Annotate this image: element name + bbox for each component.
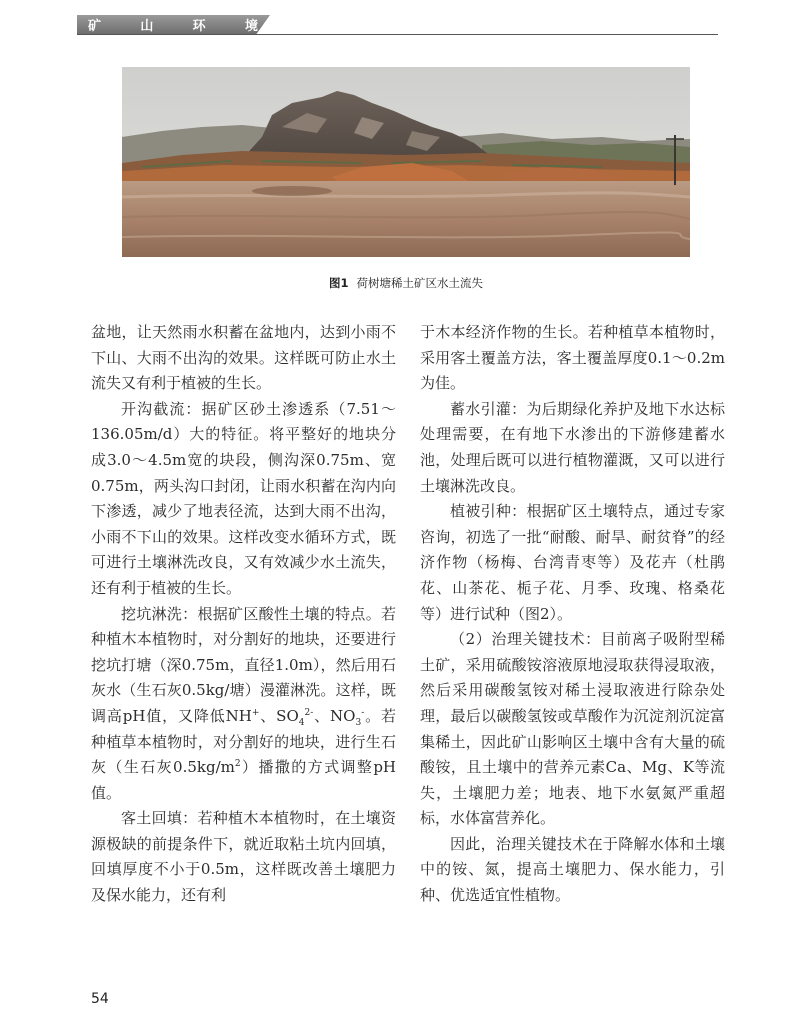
paragraph: 因此，治理关键技术在于降解水体和土壤中的铵、氮，提高土壤肥力、保水能力，引种、优选适宜性植物。 [420, 834, 725, 905]
subscript: 4 [298, 717, 305, 728]
text-run: ）播撒的方式调整pH值。 [91, 758, 397, 802]
figure-caption [122, 275, 690, 291]
right-column [420, 320, 725, 909]
paragraph: （2）治理关键技术：目前离子吸附型稀土矿，采用硫酸铵溶液原地浸取获得浸取液，然后采用碳酸氢铵对稀土浸取液进行除杂处理，最后以碳酸氢铵或草酸作为沉淀剂沉淀富集稀土，因此矿山影响区土壤中含有大量的硫酸铵，且土壤中的营养元素Ca、Mg、K等流失，土壤肥力差；地表、地下水氨氮严重超标，水体富营养化。 [420, 630, 725, 828]
section-title-char: 环 [192, 19, 206, 34]
superscript: - [361, 707, 365, 718]
section-title-char: 矿 [88, 19, 102, 34]
paragraph: 盆地，让天然雨水积蓄在盆地内，达到小雨不下山、大雨不出沟的效果。这样既可防止水土流失又有利于植被的生长。 [91, 323, 396, 393]
paragraph: 客土回填：若种植木本植物时，在土壤资源极缺的前提条件下，就近取粘土坑内回填，回填厚度不小于0.5m，这样既改善土壤肥力及保水能力，还有利 [91, 809, 396, 905]
text-run: 。若种植草本植物时，对分割好的地块，进行生石灰（生石灰0.5kg/m [91, 706, 396, 777]
subscript: 3 [355, 717, 362, 728]
text-run: 、SO [259, 706, 299, 725]
superscript: 2 [234, 759, 241, 770]
left-column [91, 320, 396, 909]
paragraph: 开沟截流：据矿区砂土渗透系（7.51～136.05m/d）大的特征。将平整好的地块分成3.0～4.5m宽的块段，侧沟深0.75m、宽0.75m，两头沟口封闭，让雨水积蓄在沟内向下渗透，减少了地表径流，达到大雨不出沟，小雨不下山的效果。这样改变水循环方式，既可进行土壤淋洗改良，又有效减少水土流失，还有利于植被的生长。 [91, 399, 396, 597]
page-number: 54 [91, 991, 109, 1007]
text-run: 挖坑淋洗：根据矿区酸性土壤的特点。若种植木本植物时，对分割好的地块，还要进行挖坑打塘（深0.75m，直径1.0m），然后用石灰水（生石灰0.5kg/塘）漫灌淋洗。这样，既调高pH值，又降低NH [91, 604, 396, 725]
paragraph [91, 602, 396, 807]
text-run: 、NO [313, 706, 356, 725]
section-title [88, 15, 258, 34]
header-rule [77, 34, 718, 35]
figure-caption-text: 荷树塘稀土矿区水土流失 [356, 276, 483, 290]
section-title-char: 境 [244, 19, 258, 34]
section-title-char: 山 [140, 19, 154, 34]
superscript: 2- [304, 707, 314, 718]
figure-photo [122, 67, 690, 257]
figure-label: 图1 [328, 276, 349, 290]
paragraph: 植被引种：根据矿区土壤特点，通过专家咨询，初选了一批“耐酸、耐旱、耐贫脊”的经济作物（杨梅、台湾青枣等）及花卉（杜鹃花、山茶花、栀子花、月季、玫瑰、格桑花等）进行试种（图2）。 [420, 502, 725, 623]
paragraph: 于木本经济作物的生长。若种植草本植物时，采用客土覆盖方法，客土覆盖厚度0.1～0.2m为佳。 [420, 323, 725, 393]
paragraph: 蓄水引灌：为后期绿化养护及地下水达标处理需要，在有地下水渗出的下游修建蓄水池，处理后既可以进行植物灌溉，又可以进行土壤淋洗改良。 [420, 399, 725, 495]
superscript: + [251, 707, 260, 718]
